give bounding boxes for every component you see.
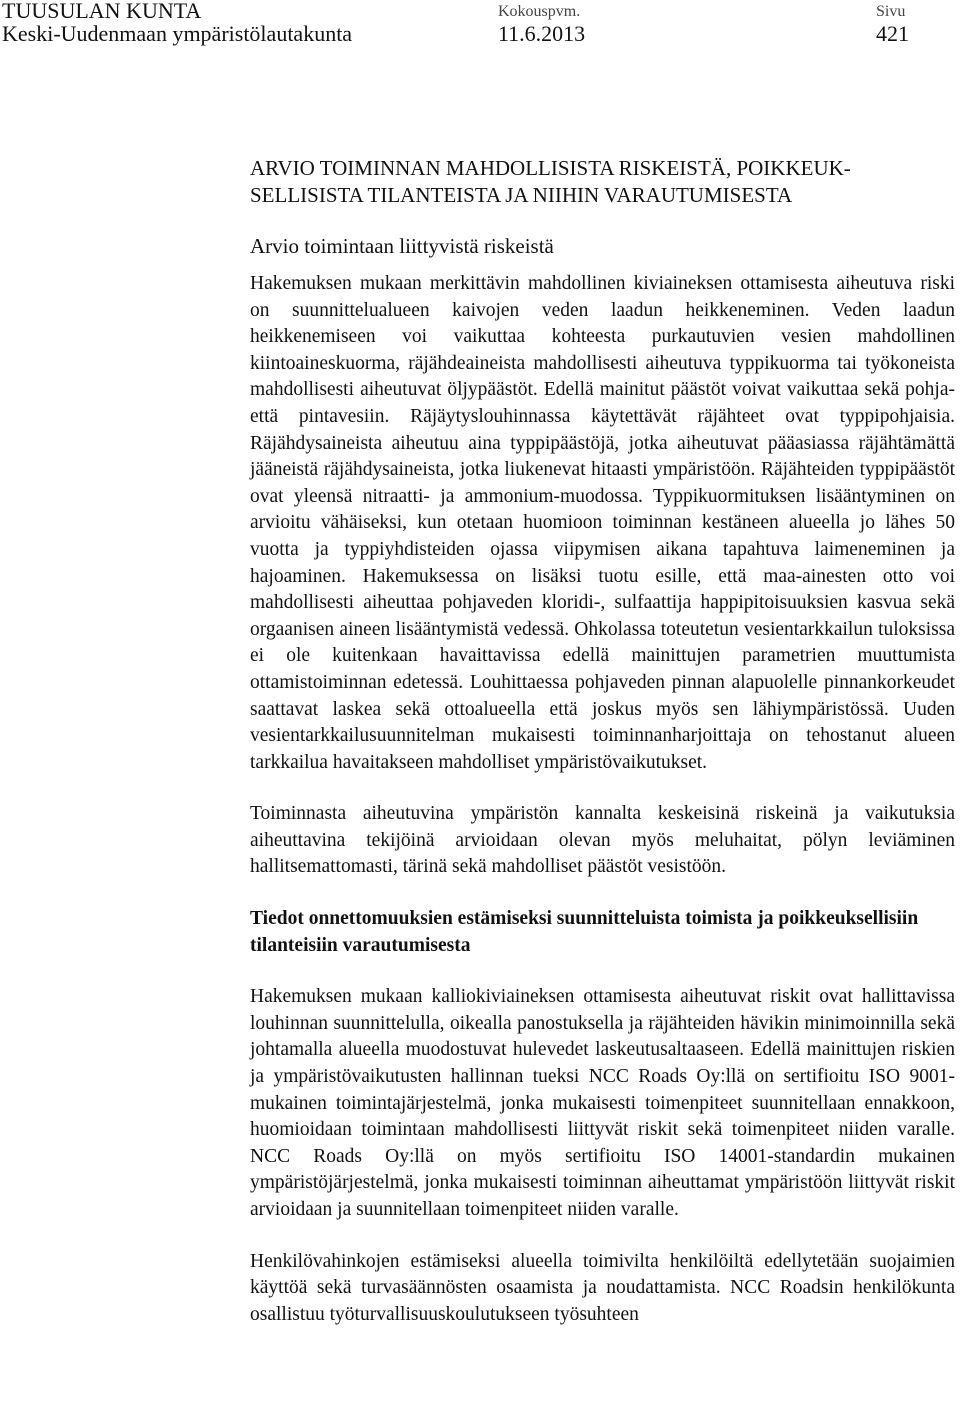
organization-name: TUUSULAN KUNTA — [2, 0, 202, 23]
page-label: Sivu — [876, 3, 906, 20]
page-number: 421 — [876, 21, 909, 46]
paragraph-personal-safety: Henkilövahinkojen estämiseksi alueella toimivilta henkilöiltä edellytetään suojaimien käyttöä sekä turvasäännösten osaamista ja noudattamista. NCC Roadsin henkilökunta osallistuu työturvallisuuskoulutukseen työsuhteen — [250, 1250, 955, 1325]
meeting-date: 11.6.2013 — [498, 21, 586, 46]
meeting-date-label: Kokouspvm. — [498, 3, 581, 20]
section-subtitle: Arvio toimintaan liittyvistä riskeistä — [250, 234, 554, 258]
document-title-line2: SELLISISTA TILANTEISTA JA NIIHIN VARAUTUMISESTA — [250, 183, 793, 207]
board-name: Keski-Uudenmaan ympäristölautakunta — [2, 21, 353, 46]
document-title-line1: ARVIO TOIMINNAN MAHDOLLISISTA RISKEISTÄ, POIKKEUK- — [250, 156, 851, 180]
paragraph-risk-management: Hakemuksen mukaan kalliokiviaineksen ottamisesta aiheutuvat riskit ovat hallittavissa louhinnan suunnittelulla, oikealla panostuksella ja räjähteiden hävikin minimoinnilla sekä johtamalla alueella muodostuvat hulevedet laskeutusaltaaseen. Edellä mainittujen riskien ja ympäristövaikutusten hallinnan tueksi NCC Roads Oy:llä on sertifioitu ISO 9001-mukainen toimintajärjestelmä, jonka mukaisesti toimenpiteet suunnitellaan ennakkoon, huomioidaan toimintaan mahdollisesti liittyvät riskit sekä toimenpiteet niiden varalle. NCC Roads Oy:llä on myös sertifioitu ISO 14001-standardin mukainen ympäristöjärjestelmä, jonka mukaisesti toiminnan aiheuttamat ympäristöön liittyvät riskit arvioidaan ja suunnitellaan toimenpiteet niiden varalle. — [250, 986, 955, 1220]
paragraph-key-risks: Toiminnasta aiheutuvina ympäristön kannalta keskeisinä riskeinä ja vaikutuksia aiheuttavina tekijöinä arvioidaan olevan myös meluhaitat, pölyn leviäminen hallitsemattomasti, tärinä sekä mahdolliset päästöt vesistöön. — [250, 803, 955, 878]
document-body — [250, 155, 955, 1328]
paragraph-risks: Hakemuksen mukaan merkittävin mahdollinen kiviaineksen ottamisesta aiheutuva riski on suunnittelualueen kaivojen veden laadun heikkeneminen. Veden laadun heikkenemiseen voi vaikuttaa kohteesta purkautuvien vesien mahdollinen kiintoaineskuorma, räjähdeaineista mahdollisesti aiheutuva typpikuorma tai työkoneista mahdollisesti aiheutuvat öljypäästöt. Edellä mainitut päästöt voivat vaikuttaa sekä pohja- että pintavesiin. Räjäytyslouhinnassa käytettävät räjähteet ovat typpipohjaisia. Räjähdysaineista aiheutuu aina typpipäästöjä, jotka aiheutuvat pääasiassa räjähtämättä jääneistä räjähdysaineista, jotka liukenevat hitaasti ympäristöön. Räjähteiden typpipäästöt ovat yleensä nitraatti- ja ammonium-muodossa. Typpikuormituksen lisääntyminen on arvioitu vähäiseksi, kun otetaan huomioon toiminnan kestäneen alueella jo lähes 50 vuotta ja typpiyhdisteiden ojassa viipymisen aikana tapahtuva laimeneminen ja hajoaminen. Hakemuksessa on lisäksi tuotu esille, että maa-ainesten otto voi mahdollisesti aiheuttaa pohjaveden kloridi-, sulfaattija happipitoisuuksien kasvua sekä orgaanisen aineen lisääntymistä vedessä. Ohkolassa toteutetun vesientarkkailun tuloksissa ei ole kuitenkaan havaittavissa edellä mainittujen parametrien muuttumista ottamistoiminnan edetessä. Louhittaessa pohjaveden pinnan alapuolelle pinnankorkeudet saattavat laskea sekä ottoalueella että joskus myös sen lähiympäristössä. Uuden vesientarkkailusuunnitelman mukaisesti toiminnanharjoittaja on tehostanut alueen tarkkailua havaitakseen mahdolliset ympäristövaikutukset. — [250, 273, 955, 773]
document-title — [250, 155, 955, 209]
section-heading-accident-prevention: Tiedot onnettomuuksien estämiseksi suunnitteluista toimista ja poikkeuksellisiin tilanteisiin varautumisesta — [250, 908, 919, 956]
